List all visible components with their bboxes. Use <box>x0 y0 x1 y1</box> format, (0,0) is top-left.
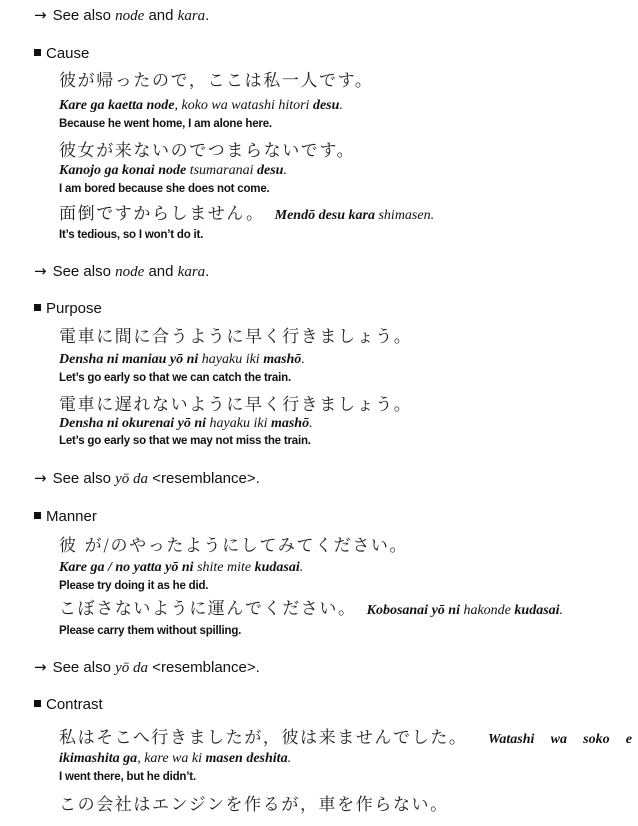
see-also-line <box>34 6 209 25</box>
romaji-bold: Kanojo ga konai node <box>59 163 187 178</box>
romaji-plain: hakonde <box>459 603 515 618</box>
romaji-example <box>59 163 287 179</box>
japanese-example: 彼女が来ないのでつまらないです。 <box>59 141 356 161</box>
see-also-line <box>34 658 260 677</box>
conjunction: and <box>148 7 174 24</box>
japanese-example: 電車に間に合うように早く行きましょう。 <box>59 327 413 347</box>
japanese-text: こぼさないように運んでください。 <box>59 599 357 619</box>
period: . <box>205 7 210 24</box>
japanese-example: 電車に遅れないように早く行きましょう。 <box>59 395 413 415</box>
cross-ref-term[interactable]: node <box>115 8 145 24</box>
romaji-example-line1 <box>488 732 632 748</box>
conjunction: and <box>148 263 174 280</box>
cross-ref-term[interactable]: kara <box>177 8 206 24</box>
romaji-example <box>367 603 563 618</box>
romaji-bold: mashō <box>263 352 302 367</box>
romaji-plain: . <box>309 416 313 431</box>
english-translation: It’s tedious, so I won’t do it. <box>59 229 204 241</box>
see-also-line <box>34 262 209 281</box>
cross-ref-term[interactable]: yō da <box>115 660 149 676</box>
english-translation: Let’s go early so that we may not miss the train. <box>59 435 311 447</box>
see-also-label: See also <box>52 470 111 487</box>
romaji-bold: Kare ga / no yatta yō ni <box>59 560 194 575</box>
romaji-bold: Densha ni maniau yō ni <box>59 352 199 367</box>
romaji-example <box>275 208 434 223</box>
japanese-example <box>59 203 434 227</box>
see-also-label: See also <box>52 7 111 24</box>
period: . <box>205 263 210 280</box>
japanese-example: この会社はエンジンを作るが，車を作らない。 <box>59 795 449 815</box>
english-translation: Please try doing it as he did. <box>59 580 209 592</box>
romaji-bold: Kare ga kaetta node <box>59 98 175 113</box>
right-arrow-icon: → <box>34 658 47 676</box>
english-translation: Please carry them without spilling. <box>59 625 242 637</box>
section-heading-contrast <box>34 696 103 714</box>
romaji-example <box>59 98 343 114</box>
romaji-example-line2 <box>59 751 291 767</box>
cross-ref-term[interactable]: kara <box>177 264 206 280</box>
japanese-example: 彼が帰ったので，ここは私一人です。 <box>59 71 374 91</box>
romaji-bold: desu <box>257 163 284 178</box>
romaji-plain: hayaku iki <box>198 352 264 367</box>
cross-ref-note: <resemblance>. <box>152 470 260 487</box>
japanese-example: 私はそこへ行きましたが，彼は来ませんでした。 <box>59 728 468 748</box>
cross-ref-note: <resemblance>. <box>152 659 260 676</box>
romaji-plain: . <box>287 751 292 766</box>
bullet-square-icon <box>34 512 41 519</box>
cross-ref-term[interactable]: node <box>115 264 145 280</box>
section-heading-cause <box>34 45 89 63</box>
romaji-plain: . <box>283 163 287 178</box>
romaji-bold: soko <box>583 732 610 747</box>
romaji-bold: Densha ni okurenai yō ni <box>59 416 207 431</box>
romaji-bold: Watashi <box>488 732 535 747</box>
right-arrow-icon: → <box>34 469 47 487</box>
japanese-example: 彼 が/のやったようにしてみてください。 <box>59 536 409 556</box>
romaji-plain: shite mite <box>193 560 255 575</box>
romaji-bold: Kobosanai yō ni <box>366 603 460 618</box>
romaji-example <box>59 560 303 576</box>
romaji-bold: kudasai <box>514 603 560 618</box>
romaji-bold: Mendō desu kara <box>274 208 375 223</box>
romaji-example <box>59 352 305 368</box>
romaji-bold: wa <box>550 732 567 747</box>
romaji-plain: . <box>301 352 305 367</box>
heading-text: Manner <box>46 508 97 525</box>
bullet-square-icon <box>34 304 41 311</box>
romaji-bold: ikimashita ga <box>59 751 138 766</box>
romaji-plain: , kare wa ki <box>137 751 206 766</box>
romaji-plain: . <box>299 560 304 575</box>
bullet-square-icon <box>34 700 41 707</box>
english-translation: I am bored because she does not come. <box>59 183 270 195</box>
section-heading-manner <box>34 508 97 526</box>
japanese-example <box>59 598 563 622</box>
heading-text: Cause <box>46 45 90 62</box>
heading-text: Purpose <box>46 300 102 317</box>
english-translation: Because he went home, I am alone here. <box>59 118 272 130</box>
see-also-line <box>34 469 260 488</box>
romaji-bold: desu <box>312 98 340 113</box>
romaji-plain: . <box>559 603 564 618</box>
see-also-label: See also <box>52 263 111 280</box>
romaji-plain: tsumaranai <box>186 163 257 178</box>
romaji-bold: mashō <box>270 416 310 431</box>
japanese-text: 面倒ですからしません。 <box>59 204 265 224</box>
romaji-plain: . <box>339 98 343 113</box>
romaji-bold: e <box>625 732 632 747</box>
bullet-square-icon <box>34 49 41 56</box>
romaji-bold: masen deshita <box>205 751 288 766</box>
cross-ref-term[interactable]: yō da <box>115 471 149 487</box>
romaji-plain: hayaku iki <box>206 416 271 431</box>
right-arrow-icon: → <box>34 6 47 24</box>
romaji-plain: , koko wa watashi hitori <box>174 98 313 113</box>
heading-text: Contrast <box>46 696 103 713</box>
romaji-bold: kudasai <box>254 560 300 575</box>
romaji-plain: shimasen. <box>374 208 435 223</box>
english-translation: Let’s go early so that we can catch the train. <box>59 372 291 384</box>
romaji-example <box>59 416 313 432</box>
english-translation: I went there, but he didn’t. <box>59 771 196 783</box>
section-heading-purpose <box>34 300 102 318</box>
right-arrow-icon: → <box>34 262 47 280</box>
see-also-label: See also <box>52 659 111 676</box>
